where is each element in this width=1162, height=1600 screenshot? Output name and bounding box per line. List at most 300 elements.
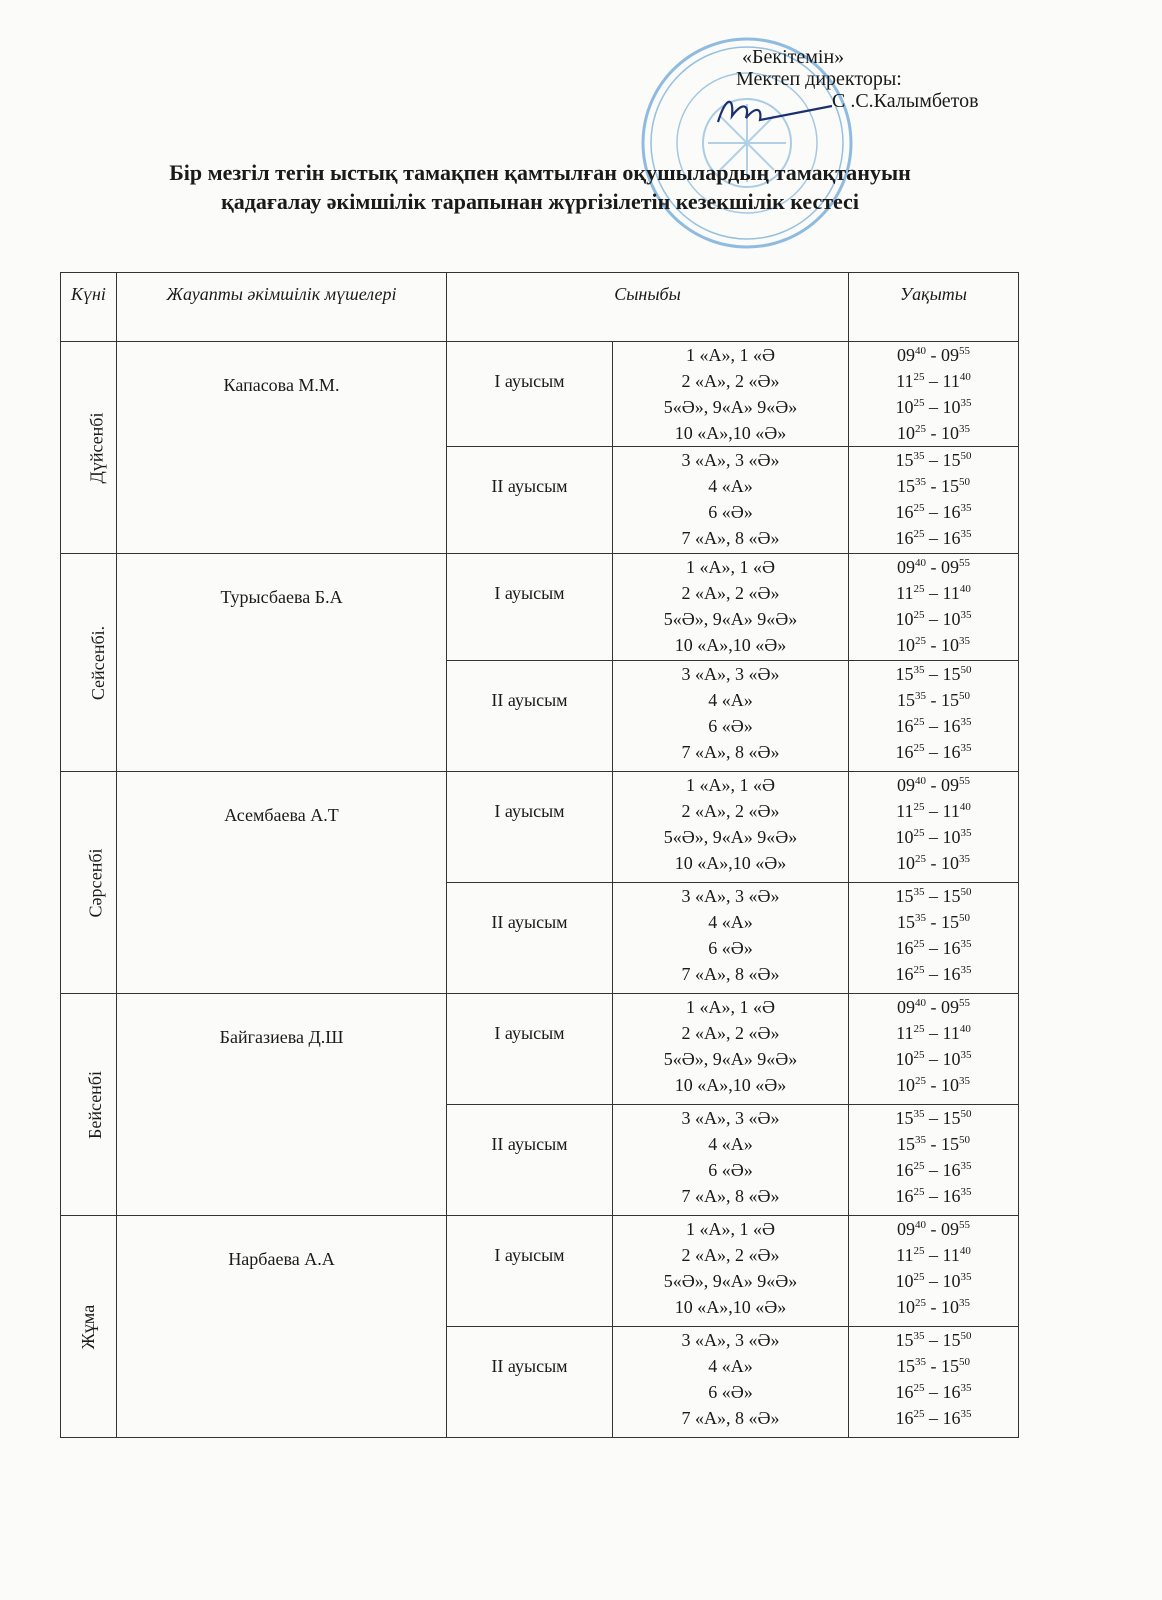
class-entry: 5«Ә», 9«А» 9«Ә»: [663, 827, 798, 847]
time-minutes: 35: [960, 609, 972, 621]
table-row: [61, 772, 1019, 883]
time-minutes: 40: [915, 345, 926, 357]
time-list: [849, 554, 1019, 661]
class-entry: 2 «А», 2 «Ә»: [681, 1023, 780, 1043]
time-minutes: 35: [960, 1271, 972, 1283]
time-separator: –: [924, 609, 943, 629]
time-minutes: 25: [913, 1049, 925, 1061]
time-minutes: 40: [915, 1219, 926, 1231]
class-entry: 3 «А», 3 «Ә»: [681, 1108, 780, 1128]
duty-schedule-table: [60, 272, 1019, 1438]
day-cell: [61, 772, 117, 994]
table-row: [61, 554, 1019, 661]
time-hour: 16: [942, 938, 961, 958]
responsible-person: Нарбаева А.А: [117, 1216, 447, 1438]
time-minutes: 35: [959, 635, 970, 647]
time-hour: 16: [942, 716, 961, 736]
class-entry: 6 «Ә»: [708, 502, 753, 522]
time-hour: 09: [897, 997, 915, 1017]
class-entry: 4 «А»: [708, 1134, 753, 1154]
time-entry: [849, 994, 1018, 1020]
time-minutes: 50: [959, 1134, 970, 1146]
time-entry: [849, 850, 1018, 876]
approval-signature-line: [722, 90, 1022, 112]
time-minutes: 50: [960, 1108, 972, 1120]
class-entry: 3 «А», 3 «Ә»: [681, 1330, 780, 1350]
time-list: [849, 772, 1019, 883]
time-entry: [849, 499, 1018, 525]
time-hour: 16: [942, 1160, 961, 1180]
responsible-person: Турысбаева Б.А: [117, 554, 447, 772]
time-minutes: 55: [959, 557, 970, 569]
time-minutes: 25: [913, 1245, 925, 1257]
time-entry: [849, 554, 1018, 580]
director-name: С .С.Калымбетов: [832, 90, 979, 112]
time-separator: –: [924, 742, 943, 762]
time-minutes: 35: [960, 827, 972, 839]
class-entry: 3 «А», 3 «Ә»: [681, 664, 780, 684]
shift-label: II ауысым: [447, 1105, 613, 1216]
time-hour: 11: [942, 371, 960, 391]
table-row: [61, 994, 1019, 1105]
time-separator: –: [924, 371, 943, 391]
class-list: [613, 1216, 849, 1327]
class-entry: 2 «А», 2 «Ә»: [681, 801, 780, 821]
shift-label: I ауысым: [447, 1216, 613, 1327]
time-list: [849, 342, 1019, 447]
time-entry: [849, 1268, 1018, 1294]
time-hour: 11: [896, 371, 914, 391]
time-minutes: 35: [960, 742, 972, 754]
time-hour: 10: [941, 1075, 959, 1095]
time-minutes: 35: [915, 912, 926, 924]
time-list: [849, 1327, 1019, 1438]
time-minutes: 25: [913, 827, 925, 839]
time-hour: 09: [941, 775, 959, 795]
time-hour: 11: [942, 801, 960, 821]
class-entry: 7 «А», 8 «Ә»: [681, 1186, 780, 1206]
time-hour: 09: [941, 557, 959, 577]
time-separator: –: [924, 886, 943, 906]
time-minutes: 50: [960, 664, 972, 676]
time-hour: 15: [942, 664, 961, 684]
time-hour: 09: [897, 775, 915, 795]
time-list: [849, 1105, 1019, 1216]
time-hour: 15: [895, 664, 914, 684]
time-hour: 09: [941, 345, 959, 365]
time-hour: 11: [942, 1245, 960, 1265]
time-minutes: 25: [915, 1297, 926, 1309]
time-separator: –: [924, 1186, 943, 1206]
time-hour: 10: [941, 635, 959, 655]
class-entry: 10 «А»,10 «Ә»: [674, 423, 787, 443]
time-hour: 15: [942, 1330, 961, 1350]
time-entry: [849, 1379, 1018, 1405]
class-entry: 10 «А»,10 «Ә»: [674, 1075, 787, 1095]
class-entry: 6 «Ә»: [708, 1382, 753, 1402]
time-minutes: 25: [913, 801, 925, 813]
header-time: Уақыты: [849, 273, 1019, 342]
time-minutes: 55: [959, 345, 970, 357]
time-minutes: 35: [913, 664, 925, 676]
class-entry: 5«Ә», 9«А» 9«Ә»: [663, 397, 798, 417]
time-hour: 10: [895, 1271, 914, 1291]
time-entry: [849, 1072, 1018, 1098]
approval-block: [722, 46, 1022, 112]
responsible-person: Капасова М.М.: [117, 342, 447, 554]
time-minutes: 35: [915, 1134, 926, 1146]
shift-label: I ауысым: [447, 554, 613, 661]
time-hour: 15: [895, 1108, 914, 1128]
time-list: [849, 994, 1019, 1105]
time-separator: -: [926, 997, 941, 1017]
time-hour: 10: [895, 827, 914, 847]
time-hour: 16: [895, 528, 914, 548]
time-entry: [849, 1046, 1018, 1072]
responsible-person: Асембаева А.Т: [117, 772, 447, 994]
time-minutes: 25: [915, 853, 926, 865]
time-entry: [849, 394, 1018, 420]
time-hour: 16: [942, 1186, 961, 1206]
day-label: Дүйсенбі: [86, 412, 107, 483]
time-entry: [849, 606, 1018, 632]
time-hour: 10: [895, 609, 914, 629]
time-minutes: 25: [915, 423, 926, 435]
time-hour: 10: [897, 1075, 915, 1095]
time-separator: –: [924, 938, 943, 958]
class-entry: 7 «А», 8 «Ә»: [681, 964, 780, 984]
time-hour: 15: [941, 690, 959, 710]
class-entry: 6 «Ә»: [708, 716, 753, 736]
time-hour: 16: [942, 1408, 961, 1428]
time-entry: [849, 525, 1018, 551]
class-entry: 10 «А»,10 «Ә»: [674, 1297, 787, 1317]
time-minutes: 55: [959, 1219, 970, 1231]
time-entry: [849, 935, 1018, 961]
time-hour: 11: [896, 1245, 914, 1265]
approval-position: Мектеп директоры:: [736, 68, 902, 90]
day-cell: [61, 342, 117, 554]
time-minutes: 35: [960, 938, 972, 950]
time-separator: –: [924, 1108, 943, 1128]
time-entry: [849, 661, 1018, 687]
time-hour: 16: [895, 1186, 914, 1206]
time-minutes: 35: [915, 1356, 926, 1368]
class-entry: 6 «Ә»: [708, 1160, 753, 1180]
time-entry: [849, 1242, 1018, 1268]
time-minutes: 35: [959, 1075, 970, 1087]
time-minutes: 35: [959, 423, 970, 435]
class-list: [613, 342, 849, 447]
time-hour: 15: [897, 1134, 915, 1154]
time-minutes: 25: [913, 397, 925, 409]
time-minutes: 25: [915, 1075, 926, 1087]
time-entry: [849, 1131, 1018, 1157]
table-header-row: [61, 273, 1019, 342]
time-minutes: 25: [913, 371, 925, 383]
time-hour: 10: [895, 397, 914, 417]
time-hour: 15: [897, 1356, 915, 1376]
time-separator: –: [924, 528, 943, 548]
day-label: Бейсенбі: [84, 1070, 105, 1139]
time-minutes: 50: [960, 450, 972, 462]
time-separator: -: [926, 1356, 941, 1376]
shift-label: I ауысым: [447, 342, 613, 447]
time-separator: -: [926, 476, 941, 496]
time-hour: 10: [942, 1271, 961, 1291]
time-entry: [849, 632, 1018, 658]
time-separator: –: [924, 397, 943, 417]
time-separator: –: [924, 450, 943, 470]
class-entry: 2 «А», 2 «Ә»: [681, 371, 780, 391]
time-hour: 11: [942, 1023, 960, 1043]
header-responsible: Жауапты әкімшілік мүшелері: [117, 273, 447, 342]
time-entry: [849, 739, 1018, 765]
time-hour: 10: [942, 609, 961, 629]
time-entry: [849, 772, 1018, 798]
time-hour: 09: [941, 997, 959, 1017]
responsible-person: Байгазиева Д.Ш: [117, 994, 447, 1216]
time-entry: [849, 909, 1018, 935]
time-minutes: 40: [959, 801, 971, 813]
time-entry: [849, 1405, 1018, 1431]
day-label: Сәрсенбі: [85, 848, 106, 917]
time-hour: 11: [942, 583, 960, 603]
time-minutes: 25: [913, 742, 925, 754]
time-minutes: 25: [913, 1271, 925, 1283]
time-separator: -: [926, 912, 941, 932]
day-cell: [61, 554, 117, 772]
time-minutes: 25: [913, 964, 925, 976]
time-hour: 11: [896, 1023, 914, 1043]
time-list: [849, 447, 1019, 554]
time-minutes: 25: [913, 1408, 925, 1420]
time-minutes: 25: [913, 502, 925, 514]
time-separator: –: [924, 716, 943, 736]
time-hour: 09: [897, 557, 915, 577]
time-hour: 11: [896, 801, 914, 821]
time-hour: 15: [897, 690, 915, 710]
header-day: Күні: [61, 273, 117, 342]
shift-label: II ауысым: [447, 447, 613, 554]
time-minutes: 25: [915, 635, 926, 647]
table-row: [61, 342, 1019, 447]
class-list: [613, 1327, 849, 1438]
time-separator: -: [926, 423, 941, 443]
time-minutes: 40: [915, 557, 926, 569]
class-list: [613, 447, 849, 554]
time-list: [849, 661, 1019, 772]
time-minutes: 35: [960, 1186, 972, 1198]
time-minutes: 40: [915, 997, 926, 1009]
time-minutes: 35: [960, 528, 972, 540]
time-minutes: 35: [960, 1382, 972, 1394]
time-minutes: 35: [960, 502, 972, 514]
time-minutes: 25: [913, 1023, 925, 1035]
time-entry: [849, 1183, 1018, 1209]
class-entry: 1 «А», 1 «Ә: [686, 345, 775, 365]
time-hour: 11: [896, 583, 914, 603]
class-entry: 1 «А», 1 «Ә: [686, 1219, 775, 1239]
time-hour: 16: [895, 1408, 914, 1428]
day-label: Сейсенбі.: [88, 625, 109, 700]
time-hour: 15: [942, 450, 961, 470]
time-separator: –: [924, 1245, 943, 1265]
time-minutes: 35: [960, 1049, 972, 1061]
time-separator: -: [926, 1219, 941, 1239]
time-hour: 09: [897, 345, 915, 365]
time-separator: -: [926, 635, 941, 655]
time-entry: [849, 1020, 1018, 1046]
time-entry: [849, 580, 1018, 606]
time-hour: 16: [942, 1382, 961, 1402]
time-hour: 16: [895, 938, 914, 958]
time-separator: –: [924, 1271, 943, 1291]
time-entry: [849, 342, 1018, 368]
time-hour: 15: [895, 1330, 914, 1350]
time-minutes: 25: [913, 583, 925, 595]
time-minutes: 25: [913, 716, 925, 728]
class-entry: 4 «А»: [708, 476, 753, 496]
shift-label: II ауысым: [447, 1327, 613, 1438]
day-label: Жұма: [78, 1304, 99, 1349]
time-hour: 16: [895, 716, 914, 736]
class-entry: 4 «А»: [708, 690, 753, 710]
class-entry: 1 «А», 1 «Ә: [686, 557, 775, 577]
time-hour: 15: [942, 1108, 961, 1128]
time-hour: 10: [895, 1049, 914, 1069]
time-hour: 10: [942, 397, 961, 417]
time-hour: 10: [942, 1049, 961, 1069]
time-hour: 16: [895, 1160, 914, 1180]
time-minutes: 50: [960, 1330, 972, 1342]
time-entry: [849, 1216, 1018, 1242]
time-hour: 10: [897, 635, 915, 655]
time-minutes: 35: [960, 1408, 972, 1420]
class-entry: 5«Ә», 9«А» 9«Ә»: [663, 1049, 798, 1069]
shift-label: II ауысым: [447, 661, 613, 772]
time-separator: –: [924, 1330, 943, 1350]
time-entry: [849, 368, 1018, 394]
time-hour: 15: [941, 912, 959, 932]
time-separator: –: [924, 664, 943, 684]
time-minutes: 25: [913, 1186, 925, 1198]
class-entry: 7 «А», 8 «Ә»: [681, 742, 780, 762]
time-minutes: 35: [959, 853, 970, 865]
time-entry: [849, 798, 1018, 824]
time-separator: -: [926, 853, 941, 873]
header-class: Сыныбы: [447, 273, 849, 342]
time-separator: –: [924, 1049, 943, 1069]
time-hour: 10: [942, 827, 961, 847]
time-hour: 10: [941, 1297, 959, 1317]
time-hour: 15: [942, 886, 961, 906]
time-entry: [849, 1157, 1018, 1183]
time-minutes: 50: [960, 886, 972, 898]
class-list: [613, 554, 849, 661]
time-minutes: 35: [915, 690, 926, 702]
time-minutes: 35: [960, 397, 972, 409]
time-entry: [849, 1327, 1018, 1353]
time-hour: 15: [941, 1356, 959, 1376]
time-separator: -: [926, 1297, 941, 1317]
class-entry: 2 «А», 2 «Ә»: [681, 1245, 780, 1265]
time-hour: 15: [895, 450, 914, 470]
time-hour: 16: [942, 964, 961, 984]
time-separator: –: [924, 1160, 943, 1180]
time-hour: 16: [942, 742, 961, 762]
time-hour: 16: [895, 502, 914, 522]
time-separator: -: [926, 1134, 941, 1154]
time-separator: –: [924, 1382, 943, 1402]
day-cell: [61, 1216, 117, 1438]
time-hour: 15: [941, 1134, 959, 1154]
class-list: [613, 883, 849, 994]
shift-label: I ауысым: [447, 994, 613, 1105]
class-entry: 4 «А»: [708, 912, 753, 932]
table-row: [61, 1216, 1019, 1327]
class-entry: 10 «А»,10 «Ә»: [674, 853, 787, 873]
time-separator: –: [924, 827, 943, 847]
time-separator: –: [924, 964, 943, 984]
time-minutes: 25: [913, 528, 925, 540]
time-hour: 16: [895, 1382, 914, 1402]
time-hour: 15: [897, 476, 915, 496]
time-entry: [849, 447, 1018, 473]
time-hour: 15: [895, 886, 914, 906]
shift-label: II ауысым: [447, 883, 613, 994]
time-entry: [849, 1294, 1018, 1320]
time-minutes: 35: [960, 716, 972, 728]
class-list: [613, 661, 849, 772]
time-minutes: 40: [959, 1023, 971, 1035]
time-entry: [849, 687, 1018, 713]
time-hour: 16: [895, 742, 914, 762]
time-separator: –: [924, 502, 943, 522]
time-entry: [849, 420, 1018, 446]
time-hour: 15: [941, 476, 959, 496]
time-hour: 10: [897, 853, 915, 873]
time-minutes: 35: [913, 886, 925, 898]
time-hour: 15: [897, 912, 915, 932]
class-entry: 7 «А», 8 «Ә»: [681, 1408, 780, 1428]
time-entry: [849, 1105, 1018, 1131]
class-entry: 2 «А», 2 «Ә»: [681, 583, 780, 603]
time-minutes: 35: [915, 476, 926, 488]
shift-label: I ауысым: [447, 772, 613, 883]
class-list: [613, 1105, 849, 1216]
time-minutes: 35: [960, 1160, 972, 1172]
time-entry: [849, 1353, 1018, 1379]
time-separator: -: [926, 690, 941, 710]
time-separator: –: [924, 801, 943, 821]
time-minutes: 40: [915, 775, 926, 787]
class-entry: 6 «Ә»: [708, 938, 753, 958]
class-entry: 1 «А», 1 «Ә: [686, 775, 775, 795]
time-separator: -: [926, 557, 941, 577]
class-entry: 5«Ә», 9«А» 9«Ә»: [663, 609, 798, 629]
class-entry: 10 «А»,10 «Ә»: [674, 635, 787, 655]
time-entry: [849, 713, 1018, 739]
time-hour: 10: [897, 1297, 915, 1317]
time-hour: 09: [897, 1219, 915, 1239]
time-separator: -: [926, 1075, 941, 1095]
time-entry: [849, 961, 1018, 987]
time-hour: 09: [941, 1219, 959, 1239]
time-minutes: 35: [960, 964, 972, 976]
time-minutes: 25: [913, 1160, 925, 1172]
time-separator: –: [924, 1023, 943, 1043]
